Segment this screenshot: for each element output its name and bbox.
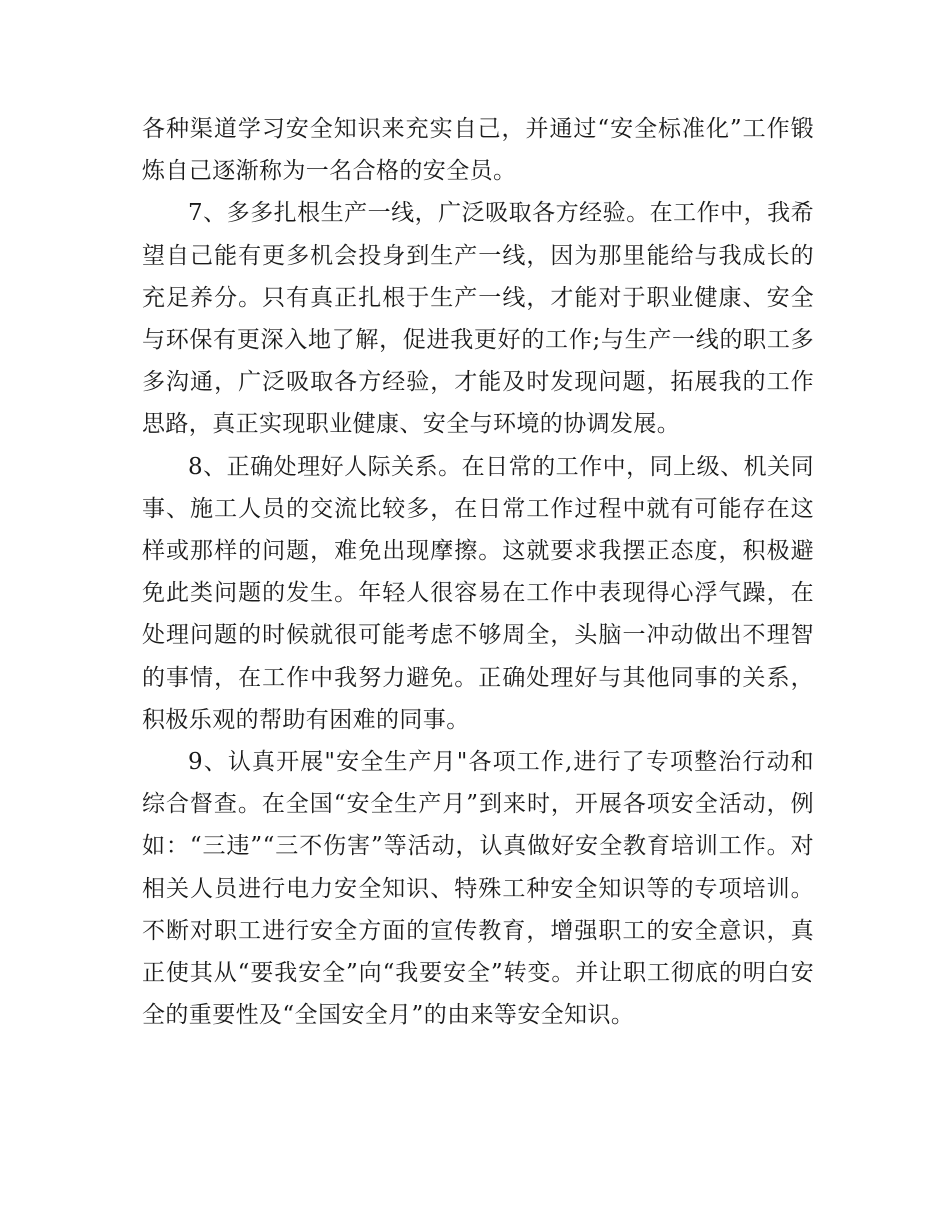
paragraph-continuation: 各种渠道学习安全知识来充实自己，并通过“安全标准化”工作锻炼自己逐渐称为一名合格的安全员。 [142,116,814,185]
document-body [142,108,814,1036]
paragraph-item-8: 8、正确处理好人际关系。在日常的工作中，同上级、机关同事、施工人员的交流比较多，在日常工作过程中就有可能存在这样或那样的问题，难免出现摩擦。这就要求我摆正态度，积极避免此类问题的发生。年轻人很容易在工作中表现得心浮气躁，在处理问题的时候就很可能考虑不够周全，头脑一冲动做出不理智的事情，在工作中我努力避免。正确处理好与其他同事的关系，积极乐观的帮助有困难的同事。 [142,453,814,733]
paragraph-item-9: 9、认真开展"安全生产月"各项工作,进行了专项整治行动和综合督查。在全国“安全生产月”到来时，开展各项安全活动，例如：“三违”“三不伤害”等活动，认真做好安全教育培训工作。对相关人员进行电力安全知识、特殊工种安全知识等的专项培训。不断对职工进行安全方面的宣传教育，增强职工的安全意识，真正使其从“要我安全”向“我要安全”转变。并让职工彻底的明白安全的重要性及“全国安全月”的由来等安全知识。 [142,749,814,1029]
paragraph-item-7: 7、多多扎根生产一线，广泛吸取各方经验。在工作中，我希望自己能有更多机会投身到生产一线，因为那里能给与我成长的充足养分。只有真正扎根于生产一线，才能对于职业健康、安全与环保有更深入地了解，促进我更好的工作;与生产一线的职工多多沟通，广泛吸取各方经验，才能及时发现问题，拓展我的工作思路，真正实现职业健康、安全与环境的协调发展。 [142,200,814,438]
